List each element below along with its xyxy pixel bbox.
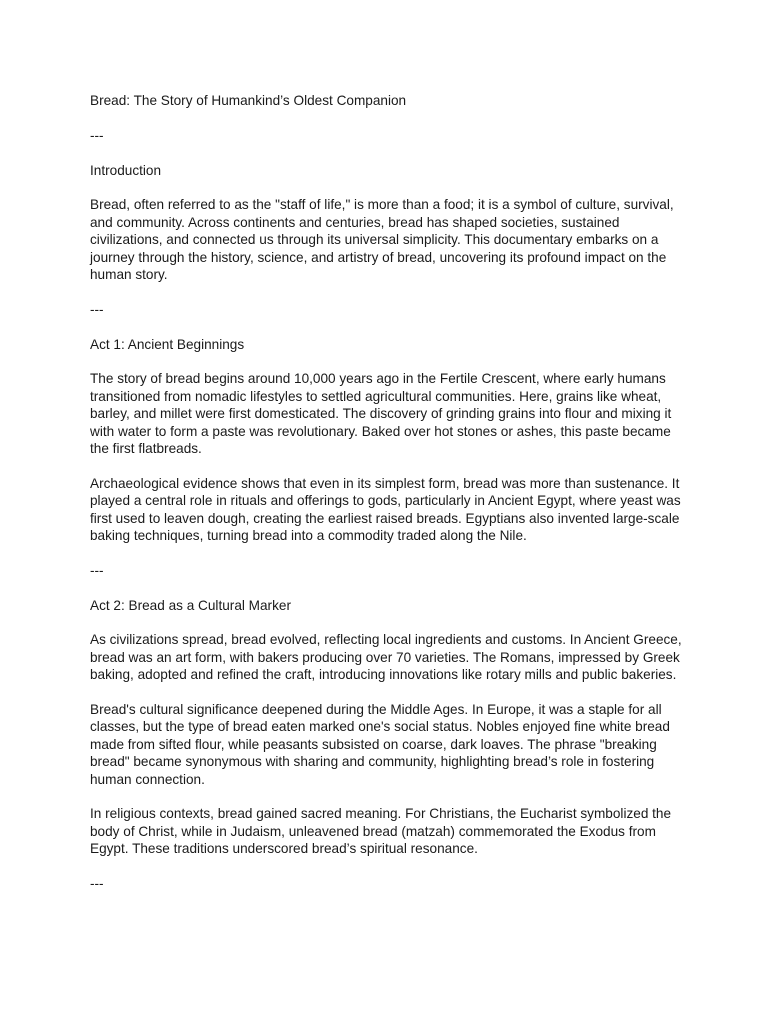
act2-paragraph: As civilizations spread, bread evolved, reflecting local ingredients and customs. In Ancient Greece, bread was an art form, with bakers producing over 70 varieties. The Romans, impressed by Greek baking, adopted and refined the craft, introducing innovations like rotary mills and public bakeries.	[90, 632, 682, 683]
section-separator: ---	[90, 876, 104, 892]
introduction-heading: Introduction	[90, 162, 162, 178]
section-separator: ---	[90, 127, 104, 143]
section-separator: ---	[90, 562, 104, 578]
act2-heading: Act 2: Bread as a Cultural Marker	[90, 597, 291, 613]
section-separator: ---	[90, 301, 104, 317]
act2-paragraph: In religious contexts, bread gained sacred meaning. For Christians, the Eucharist symbolized the body of Christ, while in Judaism, unleavened bread (matzah) commemorated the Exodus from Egypt. These traditions underscored bread’s spiritual resonance.	[90, 806, 672, 857]
act1-paragraph: Archaeological evidence shows that even in its simplest form, bread was more than sustenance. It played a central role in rituals and offerings to gods, particularly in Ancient Egypt, where yeast was first used to leaven dough, creating the earliest raised breads. Egyptians also invented large-scale baking techniques, turning bread into a commodity traded along the Nile.	[90, 475, 681, 544]
introduction-paragraph: Bread, often referred to as the "staff of life," is more than a food; it is a symbol of culture, survival, and community. Across continents and centuries, bread has shaped societies, sustained civilizations, and connected us through its universal simplicity. This documentary embarks on a journey through the history, science, and artistry of bread, uncovering its profound impact on the human story.	[90, 197, 674, 283]
document-title: Bread: The Story of Humankind’s Oldest Companion	[90, 93, 407, 108]
act1-paragraph: The story of bread begins around 10,000 years ago in the Fertile Crescent, where early humans transitioned from nomadic lifestyles to settled agricultural communities. Here, grains like wheat, barley, and millet were first domesticated. The discovery of grinding grains into flour and mixing it with water to form a paste was revolutionary. Baked over hot stones or ashes, this paste became the first flatbreads.	[90, 371, 672, 457]
document-page	[90, 92, 690, 910]
act1-heading: Act 1: Ancient Beginnings	[90, 336, 245, 352]
act2-paragraph: Bread's cultural significance deepened during the Middle Ages. In Europe, it was a staple for all classes, but the type of bread eaten marked one's social status. Nobles enjoyed fine white bread made from sifted flour, while peasants subsisted on coarse, dark loaves. The phrase "breaking bread" became synonymous with sharing and community, highlighting bread’s role in fostering human connection.	[90, 702, 670, 787]
